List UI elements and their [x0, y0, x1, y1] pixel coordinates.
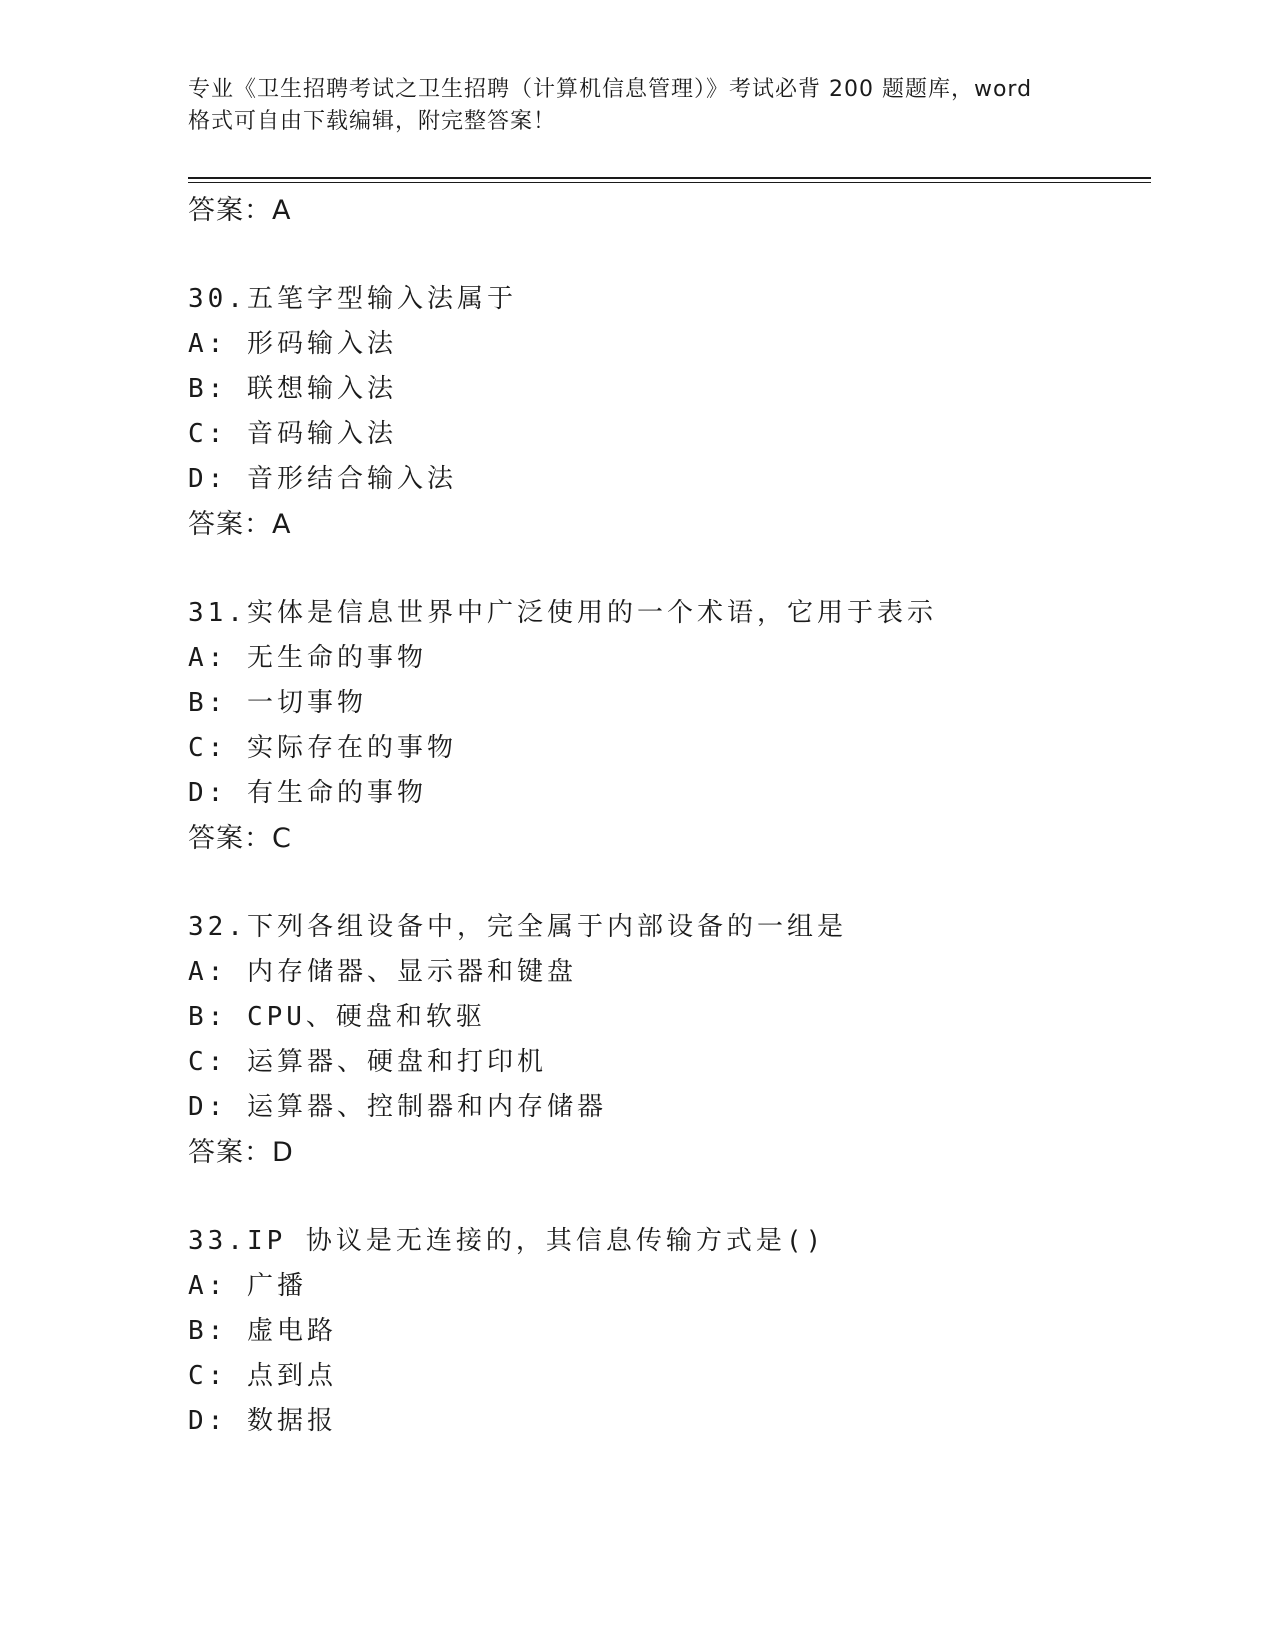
- option-d: D: 数据报: [188, 1406, 337, 1436]
- question-block: [188, 904, 1151, 1176]
- answer-line: 答案：A: [188, 195, 292, 226]
- option-c: C: 实际存在的事物: [188, 733, 457, 763]
- option-d: D: 运算器、控制器和内存储器: [188, 1092, 607, 1122]
- header-title-line2: 格式可自由下载编辑，附完整答案！: [188, 109, 557, 134]
- question-stem: 32.下列各组设备中，完全属于内部设备的一组是: [188, 912, 847, 942]
- option-b: B: 虚电路: [188, 1316, 337, 1346]
- header-divider-thin: [188, 182, 1151, 183]
- question-list: [188, 188, 1151, 1444]
- option-b: B: CPU、硬盘和软驱: [188, 1002, 486, 1032]
- option-b: B: 联想输入法: [188, 374, 397, 404]
- option-a: A: 广播: [188, 1271, 307, 1301]
- option-b: B: 一切事物: [188, 688, 367, 718]
- question-stem: 30.五笔字型输入法属于: [188, 284, 517, 314]
- header-title-line1: 专业《卫生招聘考试之卫生招聘（计算机信息管理）》考试必背 200 题题库，word: [188, 77, 1033, 102]
- option-a: A: 形码输入法: [188, 329, 397, 359]
- option-a: A: 内存储器、显示器和键盘: [188, 957, 577, 987]
- option-d: D: 音形结合输入法: [188, 464, 457, 494]
- document-header: [188, 74, 1088, 138]
- question-stem: 31.实体是信息世界中广泛使用的一个术语，它用于表示: [188, 598, 937, 628]
- answer-line: 答案：A: [188, 509, 292, 540]
- answer-line: 答案：C: [188, 823, 292, 854]
- question-stem: 33.IP 协议是无连接的，其信息传输方式是(): [188, 1226, 826, 1256]
- answer-line: 答案：D: [188, 1137, 294, 1168]
- question-block: [188, 276, 1151, 548]
- question-block: [188, 590, 1151, 862]
- option-c: C: 音码输入法: [188, 419, 397, 449]
- header-divider-thick: [188, 177, 1151, 179]
- option-c: C: 运算器、硬盘和打印机: [188, 1047, 547, 1077]
- option-c: C: 点到点: [188, 1361, 337, 1391]
- question-block: [188, 1218, 1151, 1444]
- option-d: D: 有生命的事物: [188, 778, 427, 808]
- option-a: A: 无生命的事物: [188, 643, 427, 673]
